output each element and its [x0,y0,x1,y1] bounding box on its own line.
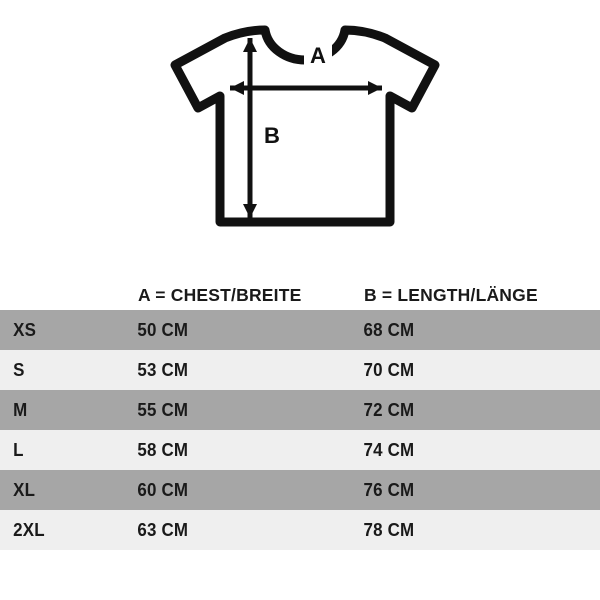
cell-size: L [13,439,24,460]
cell-chest: 53 CM [137,359,189,380]
table-row [0,390,600,430]
cell-size: XL [13,479,36,500]
cell-length: 78 CM [363,519,415,540]
table-row [0,430,600,470]
cell-chest: 58 CM [137,439,189,460]
cell-length: 70 CM [363,359,415,380]
size-table [0,310,600,550]
cell-size: XS [13,319,37,340]
cell-chest: 63 CM [137,519,189,540]
cell-length: 74 CM [363,439,415,460]
table-row [0,510,600,550]
tshirt-measurement-diagram [0,0,600,268]
cell-length: 76 CM [363,479,415,500]
header-cell-chest [128,285,356,306]
header-label-chest: A = CHEST/BREITE [138,285,302,305]
cell-chest: 55 CM [137,399,189,420]
table-row [0,350,600,390]
cell-size: S [13,359,25,380]
header-label-length: B = LENGTH/LÄNGE [364,285,538,305]
chest-label: A [310,43,326,68]
table-row [0,310,600,350]
table-row [0,470,600,510]
cell-chest: 50 CM [137,319,189,340]
length-label: B [264,123,280,148]
cell-length: 72 CM [363,399,415,420]
cell-chest: 60 CM [137,479,189,500]
header-cell-length [356,285,600,306]
cell-length: 68 CM [363,319,415,340]
cell-size: M [13,399,28,420]
tshirt-svg [90,0,510,268]
cell-size: 2XL [13,519,45,540]
table-header-row [0,268,600,310]
